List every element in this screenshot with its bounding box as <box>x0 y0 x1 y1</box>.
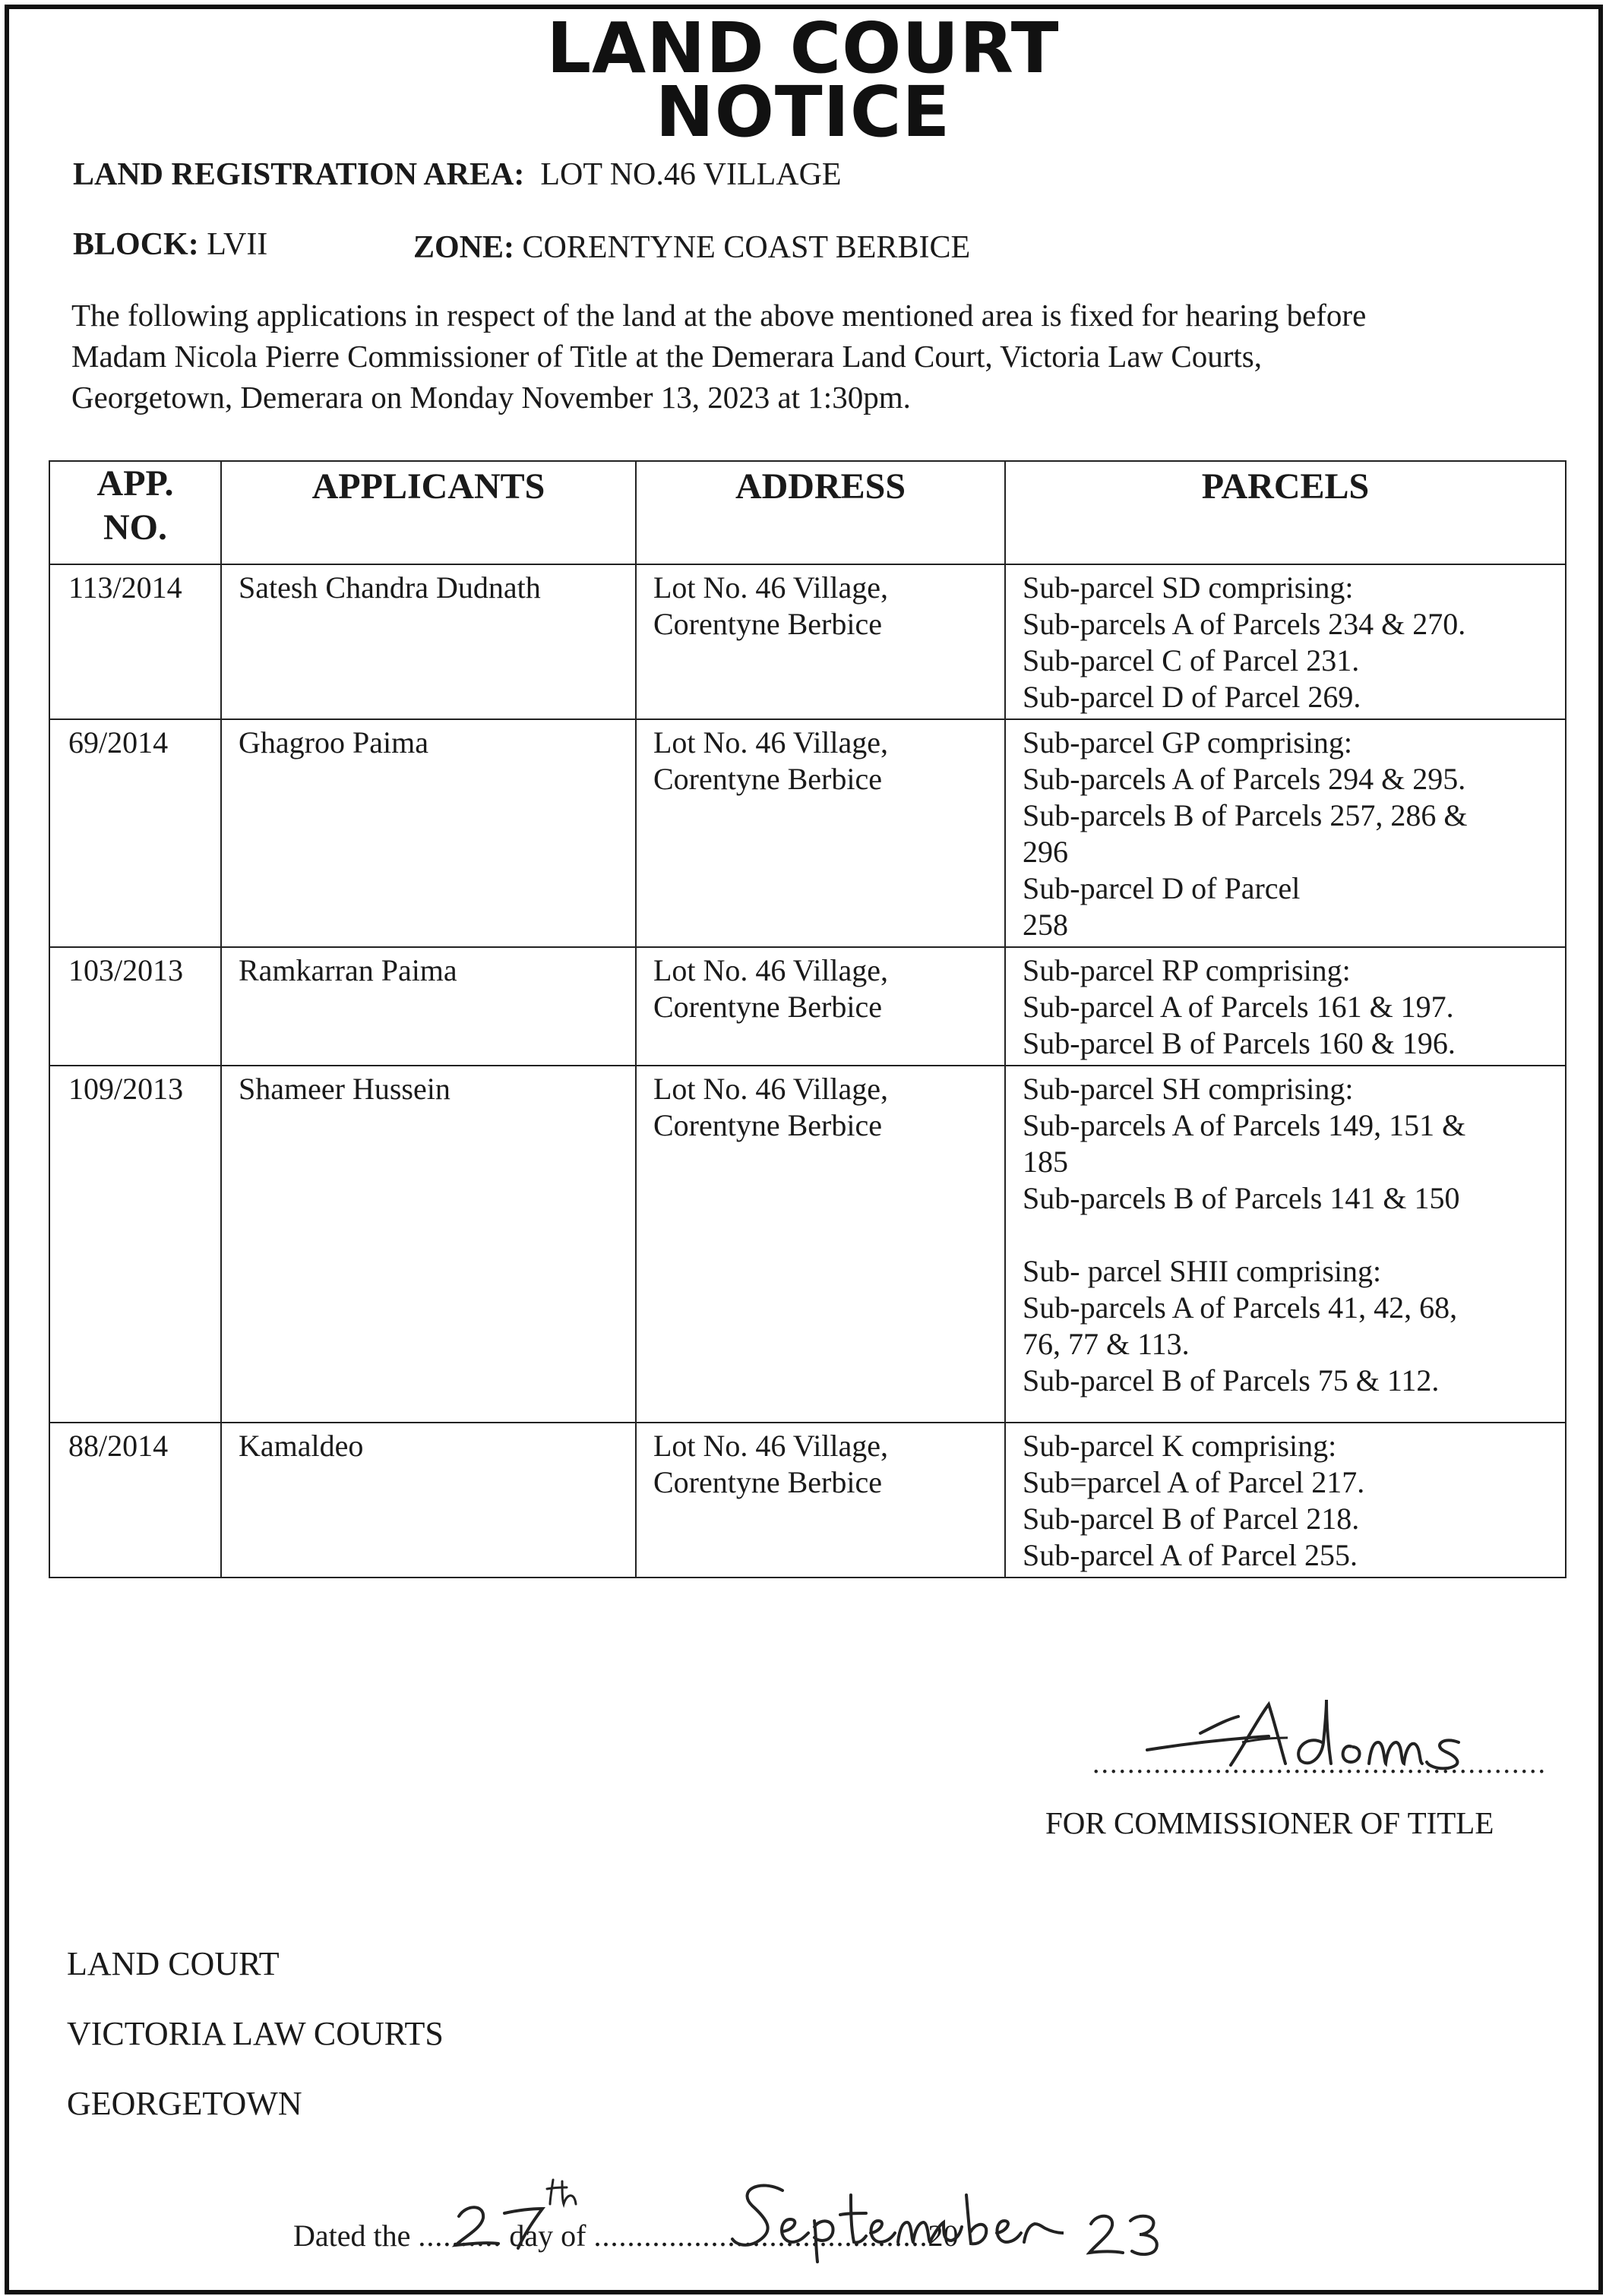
app-no-cell: 109/2013 <box>49 1066 221 1423</box>
address-line: Corentyne Berbice <box>653 1108 882 1142</box>
parcel-line: Sub-parcels A of Parcels 149, 151 & <box>1023 1108 1466 1142</box>
block-value: LVII <box>207 227 268 262</box>
parcels-cell <box>1005 1066 1566 1423</box>
table-row <box>49 564 1566 719</box>
parcel-line: Sub-parcel RP comprising: <box>1023 953 1351 987</box>
header-applicants: APPLICANTS <box>221 461 636 564</box>
handwritten-month <box>729 2172 1064 2263</box>
address-line: Corentyne Berbice <box>653 607 882 641</box>
app-no-cell: 69/2014 <box>49 719 221 947</box>
address-line: Lot No. 46 Village, <box>653 1429 889 1463</box>
parcel-line: Sub-parcel B of Parcels 75 & 112. <box>1023 1363 1440 1397</box>
parcel-line: 185 <box>1023 1145 1068 1179</box>
address-line-court: LAND COURT <box>67 1945 280 1982</box>
parcels-cell <box>1005 564 1566 719</box>
address-cell <box>636 1066 1005 1423</box>
notice-title-line1: LAND COURT <box>546 8 1060 89</box>
address-line: Corentyne Berbice <box>653 1465 882 1499</box>
applicant-cell: Kamaldeo <box>221 1423 636 1578</box>
zone-field <box>413 229 970 266</box>
parcel-line: Sub-parcel B of Parcels 160 & 196. <box>1023 1026 1456 1060</box>
registration-area-label: LAND REGISTRATION AREA: <box>73 157 525 192</box>
table-row <box>49 1423 1566 1578</box>
notice-title-line2: NOTICE <box>655 71 951 153</box>
zone-value: CORENTYNE COAST BERBICE <box>522 230 971 265</box>
parcel-line: 76, 77 & 113. <box>1023 1327 1190 1361</box>
parcel-line: Sub-parcel SH comprising: <box>1023 1072 1354 1106</box>
parcel-line: Sub-parcel C of Parcel 231. <box>1023 643 1360 677</box>
dated-prefix: Dated the <box>293 2219 411 2253</box>
parcel-line: Sub-parcel A of Parcel 255. <box>1023 1538 1358 1572</box>
applicant-cell: Ramkarran Paima <box>221 947 636 1066</box>
address-cell <box>636 564 1005 719</box>
dated-year-prefix: 20 <box>928 2219 959 2253</box>
address-line: Lot No. 46 Village, <box>653 570 889 605</box>
zone-label: ZONE: <box>413 230 515 265</box>
dated-day-dots: .......... <box>418 2219 502 2253</box>
parcel-line: Sub- parcel SHII comprising: <box>1023 1254 1382 1288</box>
parcel-line: Sub-parcel D of Parcel 269. <box>1023 680 1361 714</box>
parcel-line: Sub-parcels B of Parcels 257, 286 & <box>1023 798 1468 832</box>
header-parcels: PARCELS <box>1005 461 1566 564</box>
block-field <box>73 226 267 263</box>
table-header-row <box>49 461 1566 564</box>
applicant-cell: Satesh Chandra Dudnath <box>221 564 636 719</box>
intro-line: Georgetown, Demerara on Monday November 13, 2023 at 1:30pm. <box>71 380 911 415</box>
parcel-line: Sub-parcel K comprising: <box>1023 1429 1337 1463</box>
parcel-spacer <box>1023 1217 1557 1253</box>
address-line: Corentyne Berbice <box>653 762 882 796</box>
address-cell <box>636 719 1005 947</box>
address-cell <box>636 947 1005 1066</box>
parcel-line: Sub-parcels A of Parcels 234 & 270. <box>1023 607 1466 641</box>
header-app-no: APP. NO. <box>49 461 221 564</box>
parcel-line: 258 <box>1023 908 1068 942</box>
header-address: ADDRESS <box>636 461 1005 564</box>
parcel-line: Sub-parcels A of Parcels 294 & 295. <box>1023 762 1466 796</box>
app-no-cell: 113/2014 <box>49 564 221 719</box>
address-line: Lot No. 46 Village, <box>653 953 889 987</box>
parcel-line: Sub-parcel A of Parcels 161 & 197. <box>1023 990 1454 1024</box>
intro-line: Madam Nicola Pierre Commissioner of Title at the Demerara Land Court, Victoria Law Courts, <box>71 339 1262 374</box>
parcels-cell <box>1005 719 1566 947</box>
registration-area-value: LOT NO.46 VILLAGE <box>540 157 842 192</box>
dated-month-dots: ........................................ <box>593 2219 928 2253</box>
block-label: BLOCK: <box>73 227 199 262</box>
parcel-line: 296 <box>1023 835 1068 869</box>
table-row <box>49 1066 1566 1423</box>
parcel-line: Sub-parcel D of Parcel <box>1023 871 1301 905</box>
intro-line: The following applications in respect of the land at the above mentioned area is fixed for hearing before <box>71 298 1367 333</box>
dated-middle: day of <box>509 2219 586 2253</box>
address-line: Lot No. 46 Village, <box>653 725 889 760</box>
address-line-city: GEORGETOWN <box>67 2085 302 2122</box>
address-cell <box>636 1423 1005 1578</box>
applicant-cell: Shameer Hussein <box>221 1066 636 1423</box>
address-line-courts: VICTORIA LAW COURTS <box>67 2015 444 2052</box>
hearings-table <box>49 460 1566 1578</box>
parcel-line: Sub-parcel SD comprising: <box>1023 570 1354 605</box>
parcel-line: Sub-parcel GP comprising: <box>1023 725 1353 760</box>
parcels-cell <box>1005 947 1566 1066</box>
parcel-line: Sub-parcel B of Parcel 218. <box>1023 1502 1360 1536</box>
handwritten-year <box>1086 2207 1170 2260</box>
parcels-cell <box>1005 1423 1566 1578</box>
parcel-line: Sub-parcels B of Parcels 141 & 150 <box>1023 1181 1460 1215</box>
parcel-line: Sub=parcel A of Parcel 217. <box>1023 1465 1365 1499</box>
registration-area <box>73 156 842 193</box>
signatory-title: FOR COMMISSIONER OF TITLE <box>1045 1805 1494 1840</box>
table-row <box>49 947 1566 1066</box>
address-line: Corentyne Berbice <box>653 990 882 1024</box>
signature-line: .................................................... <box>1092 1748 1547 1780</box>
app-no-cell: 88/2014 <box>49 1423 221 1578</box>
handwritten-day <box>448 2174 600 2257</box>
app-no-cell: 103/2013 <box>49 947 221 1066</box>
address-line: Lot No. 46 Village, <box>653 1072 889 1106</box>
table-row <box>49 719 1566 947</box>
applicant-cell: Ghagroo Paima <box>221 719 636 947</box>
intro-paragraph <box>71 295 1560 418</box>
parcel-line: Sub-parcels A of Parcels 41, 42, 68, <box>1023 1290 1458 1325</box>
